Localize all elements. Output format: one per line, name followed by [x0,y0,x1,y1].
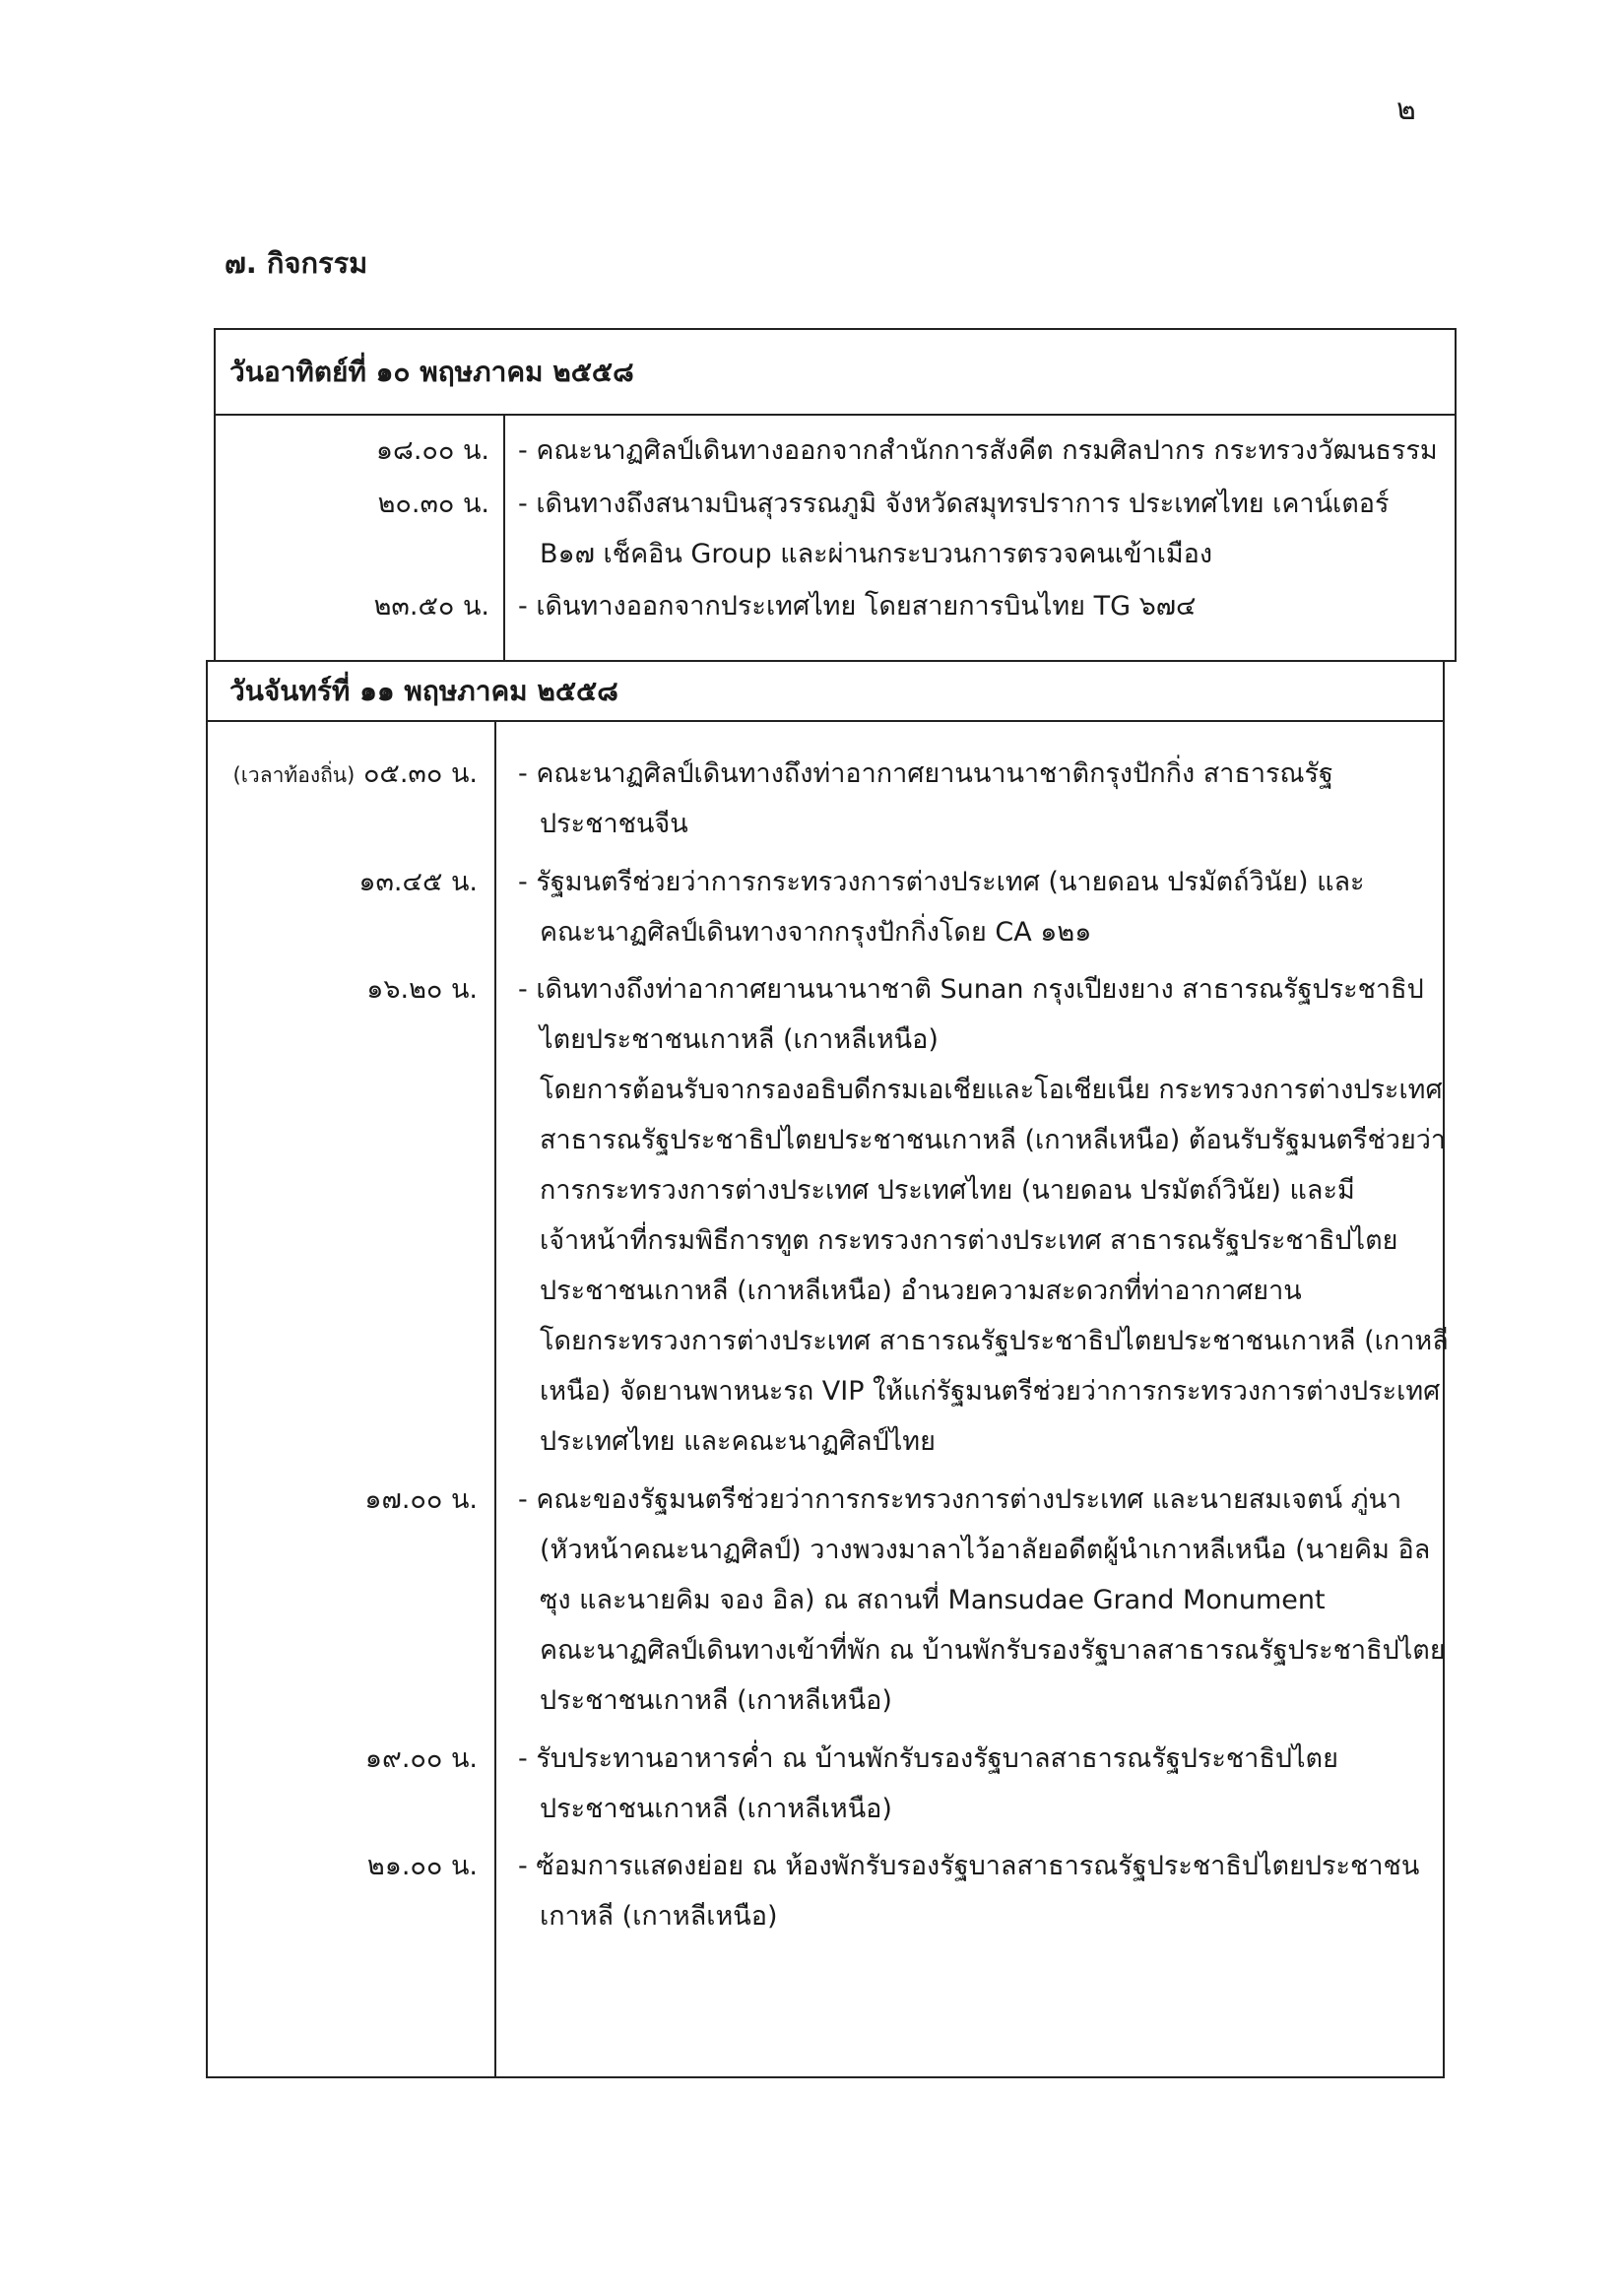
description-line: ประชาชนเกาหลี (เกาหลีเหนือ) [540,1684,892,1716]
description-line: ประชาชนเกาหลี (เกาหลีเหนือ) [540,1793,892,1824]
description-line: ไตยประชาชนเกาหลี (เกาหลีเหนือ) [540,1024,939,1056]
entry-time-text: ๒๓.๕๐ น. [373,591,489,623]
description-line: การกระทรวงการต่างประเทศ ประเทศไทย (นายดอน ปรมัตถ์วินัย) และมี [540,1175,1355,1207]
description-line: คณะนาฏศิลป์เดินทางเข้าที่พัก ณ บ้านพักรับรองรัฐบาลสาธารณรัฐประชาธิปไตย [540,1634,1446,1666]
entry-time [365,1734,478,1784]
day-header: วันจันทร์ที่ ๑๑ พฤษภาคม ๒๕๕๘ [208,662,1443,722]
description-line: ประชาชนเกาหลี (เกาหลีเหนือ) อำนวยความสะดวกที่ท่าอากาศยาน [540,1276,1302,1307]
entry-time-text: ๑๙.๐๐ น. [364,1742,478,1774]
entry-time-text: ๑๗.๐๐ น. [364,1483,478,1515]
entry-description [518,1841,1419,1941]
description-line: โดยการต้อนรับจากรองอธิบดีกรมเอเชียและโอเชียเนีย กระทรวงการต่างประเทศ [540,1075,1443,1106]
description-line: - คณะของรัฐมนตรีช่วยว่าการกระทรวงการต่างประเทศ และนายสมเจตน์ ภู่นา [518,1483,1402,1515]
entry-time [358,857,478,907]
entry-time [233,749,478,801]
entry-time-text: ๑๓.๔๕ น. [358,866,478,897]
entry-time [366,964,478,1015]
description-line: - เดินทางถึงท่าอากาศยานนานาชาติ Sunan กรุงเปียงยาง สาธารณรัฐประชาธิป [518,974,1424,1006]
entry-time [374,581,489,631]
description-line: สาธารณรัฐประชาธิปไตยประชาชนเกาหลี (เกาหลีเหนือ) ต้อนรับรัฐมนตรีช่วยว่า [540,1125,1447,1156]
entry-description [518,964,1449,1467]
description-line: เหนือ) จัดยานพาหนะรถ VIP ให้แก่รัฐมนตรีช่วยว่าการกระทรวงการต่างประเทศ [540,1376,1441,1408]
column-divider [494,722,496,2076]
entry-description [518,1734,1338,1834]
description-line: B๑๗ เช็คอิน Group และผ่านกระบวนการตรวจคนเข้าเมือง [540,538,1213,569]
entry-description [518,749,1333,849]
entry-description [518,479,1390,579]
description-line: คณะนาฏศิลป์เดินทางจากกรุงปักกิ่งโดย CA ๑๒๑ [540,916,1092,948]
entry-description [518,581,1196,631]
entry-time-text: ๑๖.๒๐ น. [366,974,478,1006]
day-header: วันอาทิตย์ที่ ๑๐ พฤษภาคม ๒๕๕๘ [216,330,1455,416]
description-line: เจ้าหน้าที่กรมพิธีการทูต กระทรวงการต่างประเทศ สาธารณรัฐประชาธิปไตย [540,1225,1398,1257]
entry-time [376,426,489,476]
entry-time-text: ๒๑.๐๐ น. [366,1851,478,1882]
entry-time [364,1475,478,1525]
description-line: โดยกระทรวงการต่างประเทศ สาธารณรัฐประชาธิปไตยประชาชนเกาหลี (เกาหลี [540,1326,1449,1357]
section-heading: ๗. กิจกรรม [225,246,368,280]
local-time-label: (เวลาท้องถิ่น) [232,763,356,787]
entry-time [367,1841,478,1891]
description-line: - เดินทางออกจากประเทศไทย โดยสายการบินไทย TG ๖๗๔ [518,591,1197,623]
description-line: ซุง และนายคิม จอง อิล) ณ สถานที่ Mansudae Grand Monument [540,1584,1326,1615]
page-number: ๒ [1396,93,1416,127]
entry-description [518,857,1365,957]
column-divider [503,416,505,660]
entry-description [518,426,1438,476]
description-line: - เดินทางถึงสนามบินสุวรรณภูมิ จังหวัดสมุทรปราการ ประเทศไทย เคาน์เตอร์ [518,488,1390,519]
entry-time-text: ๑๘.๐๐ น. [375,435,489,466]
description-line: ประชาชนจีน [540,809,688,839]
day-table-monday [206,660,1449,2078]
entry-time-text: ๒๐.๓๐ น. [377,488,489,519]
description-line: ประเทศไทย และคณะนาฏศิลป์ไทย [540,1426,936,1458]
description-line: - คณะนาฏศิลป์เดินทางถึงท่าอากาศยานนานาชาติกรุงปักกิ่ง สาธารณรัฐ [518,758,1333,789]
entry-time-text: ๐๕.๓๐ น. [362,758,478,789]
description-line: - ซ้อมการแสดงย่อย ณ ห้องพักรับรองรัฐบาลสาธารณรัฐประชาธิปไตยประชาชน [518,1851,1420,1882]
description-line: เกาหลี (เกาหลีเหนือ) [540,1901,778,1933]
entry-time [378,479,489,529]
description-line: - คณะนาฏศิลป์เดินทางออกจากสำนักการสังคีต กรมศิลปากร กระทรวงวัฒนธรรม [518,435,1438,466]
day-table-sunday [214,328,1457,662]
description-line: - รัฐมนตรีช่วยว่าการกระทรวงการต่างประเทศ (นายดอน ปรมัตถ์วินัย) และ [518,866,1365,897]
entry-description [518,1475,1446,1726]
description-line: - รับประทานอาหารค่ำ ณ บ้านพักรับรองรัฐบาลสาธารณรัฐประชาธิปไตย [518,1742,1338,1774]
description-line: (หัวหน้าคณะนาฏศิลป์) วางพวงมาลาไว้อาลัยอดีตผู้นำเกาหลีเหนือ (นายคิม อิล [540,1534,1431,1565]
